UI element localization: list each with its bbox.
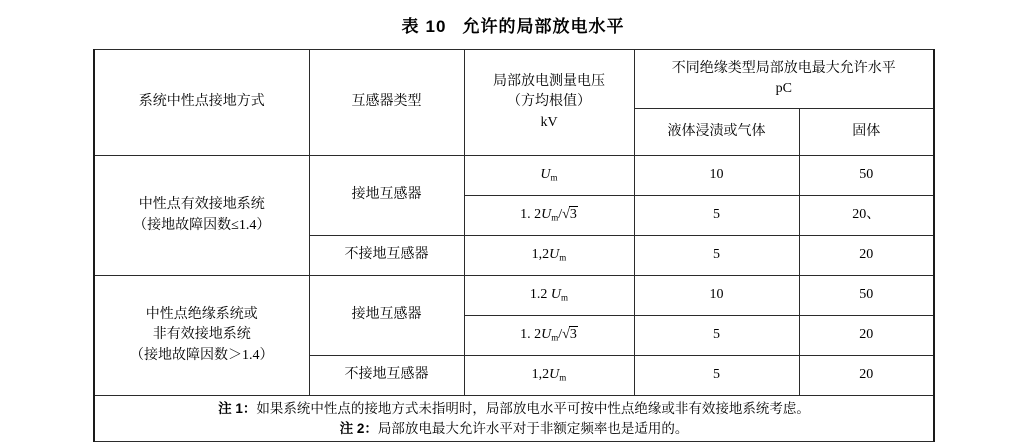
- liquid-value: 10: [634, 156, 799, 196]
- header-test-voltage-line3: kV: [540, 114, 558, 130]
- voltage-value: $1,2U_m$: [464, 236, 634, 276]
- table-title: [0, 0, 1026, 49]
- type-unearthed-transformer: 不接地互感器: [309, 356, 464, 396]
- table-title-label: 表: [401, 17, 420, 36]
- note-2: [97, 419, 931, 439]
- liquid-value: 10: [634, 276, 799, 316]
- liquid-value: 5: [634, 356, 799, 396]
- header-test-voltage: [464, 50, 634, 156]
- category-line-1: 中性点绝缘系统或: [145, 307, 258, 323]
- header-transformer-type: 互感器类型: [309, 50, 464, 156]
- table-row: [94, 276, 934, 316]
- partial-discharge-table: [93, 49, 935, 442]
- header-test-voltage-line1: 局部放电测量电压: [493, 74, 605, 90]
- table-notes-row: [94, 396, 934, 442]
- voltage-value: 1. $2U_m/√3$: [464, 196, 634, 236]
- liquid-value: 5: [634, 236, 799, 276]
- note-2-text: 局部放电最大允许水平对于非额定频率也是适用的。: [377, 420, 689, 436]
- table-notes: [94, 396, 934, 442]
- solid-value: 20、: [799, 196, 934, 236]
- liquid-value: 5: [634, 316, 799, 356]
- category-line-2: 非有效接地系统: [152, 327, 251, 343]
- type-earthed-transformer: 接地互感器: [309, 156, 464, 236]
- header-max-pd-level: [634, 50, 934, 109]
- type-earthed-transformer: 接地互感器: [309, 276, 464, 356]
- solid-value: 20: [799, 356, 934, 396]
- liquid-value: 5: [634, 196, 799, 236]
- solid-value: 20: [799, 316, 934, 356]
- header-max-pd-level-line2: pC: [775, 81, 792, 96]
- table-row: [94, 156, 934, 196]
- voltage-value: $1,2U_m$: [464, 356, 634, 396]
- header-solid: 固体: [799, 109, 934, 156]
- solid-value: 50: [799, 276, 934, 316]
- category-line-1: 中性点有效接地系统: [138, 197, 265, 213]
- type-unearthed-transformer: 不接地互感器: [309, 236, 464, 276]
- note-1-label: 注 1：: [218, 401, 257, 416]
- voltage-value: 1.2 $U_m$: [464, 276, 634, 316]
- note-1-text: 如果系统中性点的接地方式未指明时，局部放电水平可按中性点绝缘或非有效接地系统考虑。: [256, 401, 810, 416]
- category-line-2: （接地故障因数≤1.4）: [133, 217, 271, 233]
- table-header-row-1: [94, 50, 934, 109]
- header-liquid-or-gas: 液体浸渍或气体: [634, 109, 799, 156]
- header-neutral-earthing: 系统中性点接地方式: [94, 50, 309, 156]
- table-container: [93, 49, 933, 442]
- note-2-label: 注 2：: [339, 420, 378, 436]
- voltage-value: $U_m$: [464, 156, 634, 196]
- category-line-3: （接地故障因数＞1.4）: [130, 347, 274, 363]
- table-title-name: 允许的局部放电水平: [462, 17, 625, 36]
- category-effectively-earthed: [94, 156, 309, 276]
- solid-value: 50: [799, 156, 934, 196]
- voltage-value: 1. $2U_m/√3$: [464, 316, 634, 356]
- note-1: [97, 399, 931, 419]
- table-title-number: 10: [425, 17, 447, 36]
- category-isolated-or-non-effectively-earthed: [94, 276, 309, 396]
- solid-value: 20: [799, 236, 934, 276]
- header-max-pd-level-line1: 不同绝缘类型局部放电最大允许水平: [671, 60, 896, 76]
- header-test-voltage-line2: （方均根值）: [507, 94, 591, 110]
